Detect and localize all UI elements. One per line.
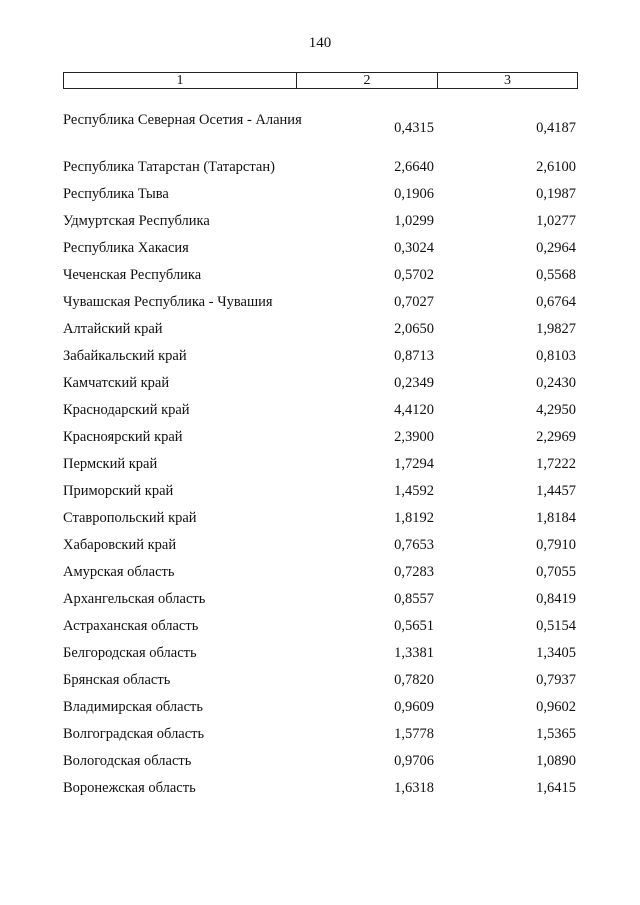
value-col-3: 1,0890	[536, 753, 576, 769]
value-col-2: 1,5778	[394, 726, 434, 742]
value-col-3: 1,8184	[536, 510, 576, 526]
value-col-3: 4,2950	[536, 402, 576, 418]
value-col-2: 1,6318	[394, 780, 434, 796]
table-header	[63, 72, 578, 89]
value-col-2: 4,4120	[394, 402, 434, 418]
value-col-3: 1,3405	[536, 645, 576, 661]
value-col-3: 0,7937	[536, 672, 576, 688]
value-col-2: 0,7820	[394, 672, 434, 688]
value-col-2: 1,4592	[394, 483, 434, 499]
region-name: Республика Тыва	[63, 186, 169, 202]
value-col-2: 0,7653	[394, 537, 434, 553]
header-col-2: 2	[297, 73, 438, 88]
region-name: Забайкальский край	[63, 348, 187, 364]
value-col-3: 0,4187	[536, 120, 576, 136]
value-col-3: 0,9602	[536, 699, 576, 715]
region-name: Вологодская область	[63, 753, 192, 769]
value-col-2: 0,5651	[394, 618, 434, 634]
value-col-2: 1,8192	[394, 510, 434, 526]
value-col-2: 0,2349	[394, 375, 434, 391]
region-name: Красноярский край	[63, 429, 183, 445]
region-name: Владимирская область	[63, 699, 203, 715]
region-name: Астраханская область	[63, 618, 199, 634]
value-col-3: 0,6764	[536, 294, 576, 310]
region-name: Республика Татарстан (Татарстан)	[63, 159, 275, 175]
region-name: Хабаровский край	[63, 537, 177, 553]
value-col-2: 2,6640	[394, 159, 434, 175]
value-col-2: 0,8557	[394, 591, 434, 607]
value-col-3: 1,9827	[536, 321, 576, 337]
region-name: Волгоградская область	[63, 726, 205, 742]
value-col-2: 0,7283	[394, 564, 434, 580]
value-col-3: 0,7910	[536, 537, 576, 553]
value-col-2: 0,5702	[394, 267, 434, 283]
value-col-2: 0,3024	[394, 240, 434, 256]
value-col-3: 0,8419	[536, 591, 576, 607]
header-col-1: 1	[64, 73, 297, 88]
region-name: Краснодарский край	[63, 402, 190, 418]
value-col-3: 0,1987	[536, 186, 576, 202]
value-col-2: 0,9706	[394, 753, 434, 769]
value-col-3: 0,8103	[536, 348, 576, 364]
value-col-3: 0,2964	[536, 240, 576, 256]
value-col-3: 2,2969	[536, 429, 576, 445]
region-name: Брянская область	[63, 672, 171, 688]
value-col-2: 0,1906	[394, 186, 434, 202]
value-col-2: 0,9609	[394, 699, 434, 715]
region-name: Чувашская Республика - Чувашия	[63, 294, 273, 310]
region-name: Республика Хакасия	[63, 240, 189, 256]
value-col-2: 1,0299	[394, 213, 434, 229]
region-name: Алтайский край	[63, 321, 163, 337]
value-col-3: 0,7055	[536, 564, 576, 580]
region-name: Чеченская Республика	[63, 267, 202, 283]
value-col-3: 1,5365	[536, 726, 576, 742]
value-col-2: 1,7294	[394, 456, 434, 472]
region-name: Белгородская область	[63, 645, 197, 661]
value-col-3: 1,4457	[536, 483, 576, 499]
region-name: Камчатский край	[63, 375, 170, 391]
region-name: Пермский край	[63, 456, 158, 472]
region-name: Республика Северная Осетия - Алания	[63, 112, 302, 128]
page-number: 140	[308, 35, 332, 51]
value-col-2: 2,3900	[394, 429, 434, 445]
value-col-2: 1,3381	[394, 645, 434, 661]
value-col-3: 0,5154	[536, 618, 576, 634]
value-col-2: 2,0650	[394, 321, 434, 337]
value-col-2: 0,8713	[394, 348, 434, 364]
value-col-3: 1,7222	[536, 456, 576, 472]
region-name: Приморский край	[63, 483, 174, 499]
value-col-3: 1,6415	[536, 780, 576, 796]
value-col-3: 0,5568	[536, 267, 576, 283]
region-name: Воронежская область	[63, 780, 196, 796]
region-name: Удмуртская Республика	[63, 213, 210, 229]
region-name: Архангельская область	[63, 591, 206, 607]
value-col-2: 0,4315	[394, 120, 434, 136]
region-name: Амурская область	[63, 564, 175, 580]
header-col-3: 3	[504, 73, 511, 88]
value-col-3: 2,6100	[536, 159, 576, 175]
value-col-3: 0,2430	[536, 375, 576, 391]
region-name: Ставропольский край	[63, 510, 197, 526]
value-col-2: 0,7027	[394, 294, 434, 310]
value-col-3: 1,0277	[536, 213, 576, 229]
